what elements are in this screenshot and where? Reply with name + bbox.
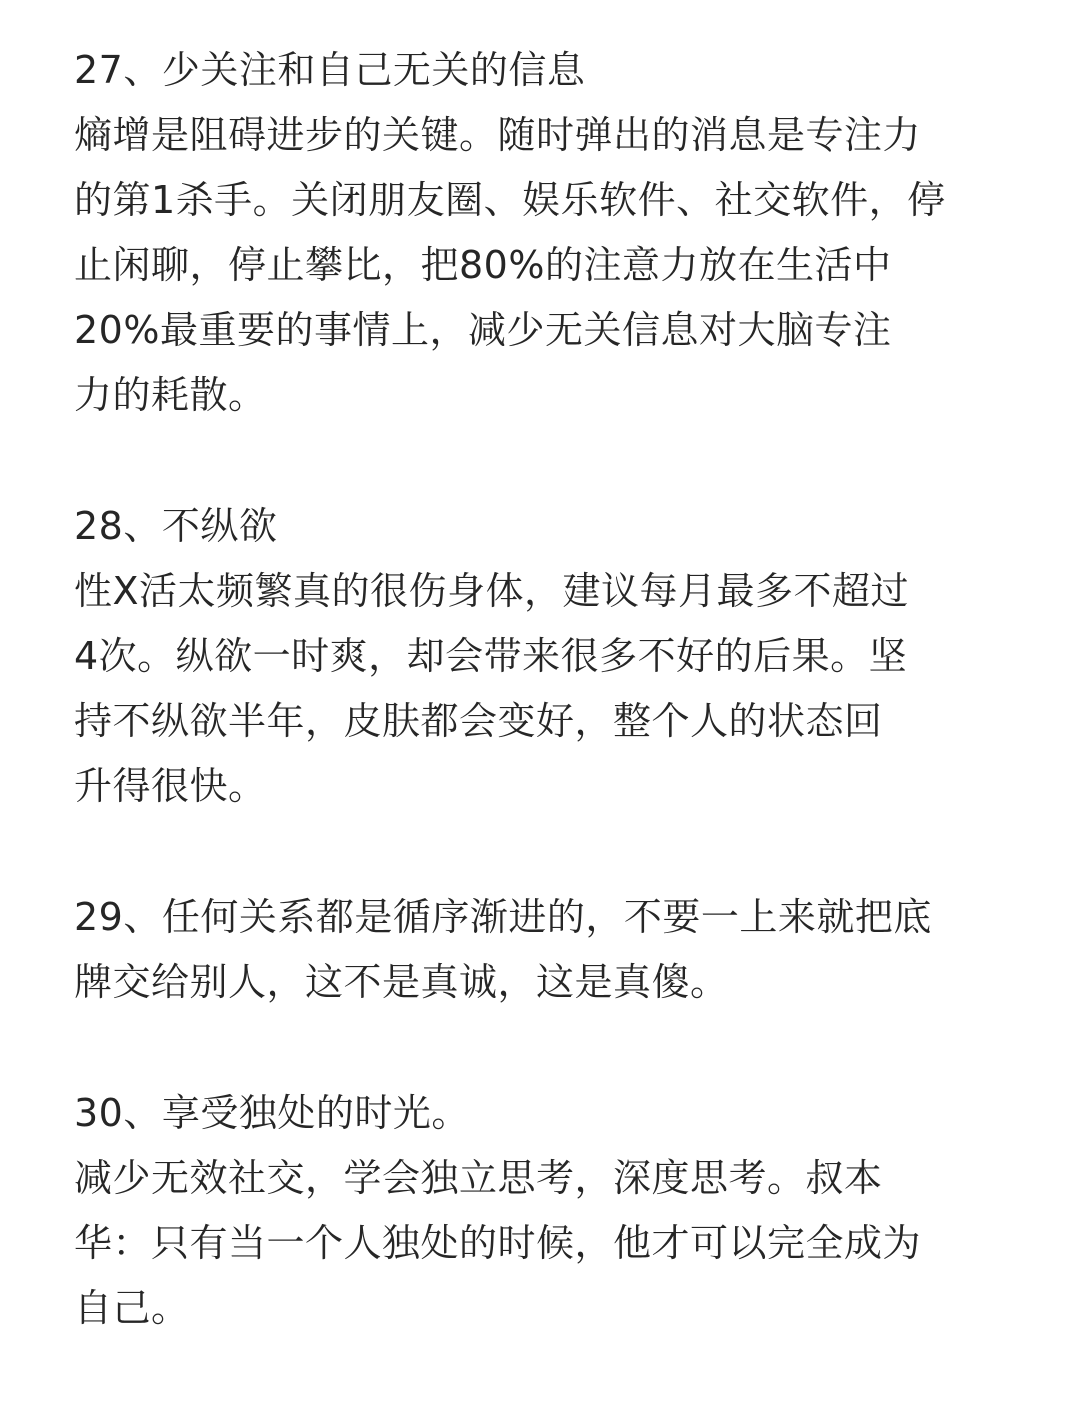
section-heading: 30、享受独处的时光。 [74,1091,470,1135]
section-spacer [74,428,1034,494]
paragraph-line: 的第1杀手。关闭朋友圈、娱乐软件、社交软件，停 [74,178,946,222]
paragraph-line: 牌交给别人，这不是真诚，这是真傻。 [74,960,729,1004]
paragraph-line: 持不纵欲半年，皮肤都会变好，整个人的状态回 [74,699,883,743]
paragraph-line: 20%最重要的事情上，减少无关信息对大脑专注 [74,308,892,352]
paragraph-line: 性X活太频繁真的很伤身体，建议每月最多不超过 [74,569,910,613]
section-heading: 27、少关注和自己无关的信息 [74,48,586,92]
section-spacer [74,819,1034,885]
section-heading: 29、任何关系都是循序渐进的，不要一上来就把底 [74,895,932,939]
paragraph-line: 止闲聊，停止攀比，把80%的注意力放在生活中 [74,243,892,287]
section-spacer [74,1015,1034,1081]
paragraph-line: 力的耗散。 [74,373,267,417]
paragraph-line: 减少无效社交，学会独立思考，深度思考。叔本 [74,1156,883,1200]
paragraph-line: 升得很快。 [74,764,267,808]
article-body [74,38,1034,1341]
paragraph-line: 4次。纵欲一时爽，却会带来很多不好的后果。坚 [74,634,908,678]
section-28 [74,494,1034,819]
section-heading: 28、不纵欲 [74,504,278,548]
section-30 [74,1081,1034,1341]
paragraph-line: 自己。 [74,1286,190,1330]
paragraph-line: 华：只有当一个人独处的时候，他才可以完全成为 [74,1221,922,1265]
section-29 [74,885,1034,1015]
section-27 [74,38,1034,428]
paragraph-line: 熵增是阻碍进步的关键。随时弹出的消息是专注力 [74,113,922,157]
